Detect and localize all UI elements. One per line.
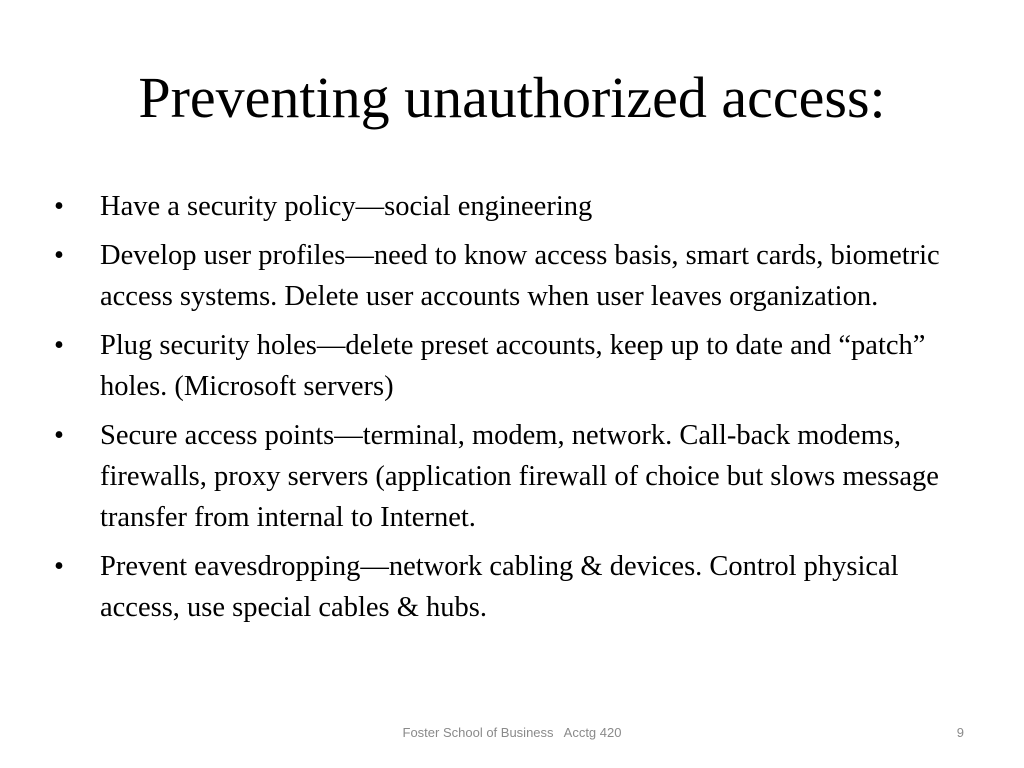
bullet-text: Prevent eavesdropping—network cabling & devices. Control physical access, use special cables & hubs. [100, 551, 899, 623]
bullet-item [54, 546, 954, 628]
page-number: 9 [956, 725, 964, 740]
bullet-text: Plug security holes—delete preset accounts, keep up to date and “patch” holes. (Microsoft servers) [100, 330, 926, 402]
bullet-icon: • [54, 240, 64, 271]
bullet-item [54, 186, 954, 227]
bullet-item [54, 415, 954, 538]
bullet-item [54, 325, 954, 407]
bullet-list [54, 186, 954, 636]
bullet-text: Develop user profiles—need to know access basis, smart cards, biometric access systems. Delete user accounts when user leaves organization. [100, 240, 940, 312]
bullet-icon: • [54, 551, 64, 582]
bullet-icon: • [54, 420, 64, 451]
bullet-text: Have a security policy—social engineering [100, 191, 593, 222]
slide-title: Preventing unauthorized access: [138, 65, 886, 130]
bullet-item [54, 235, 954, 317]
bullet-text: Secure access points—terminal, modem, network. Call-back modems, firewalls, proxy servers (application firewall of choice but slows message transfer from internal to Internet. [100, 420, 939, 533]
bullet-icon: • [54, 330, 64, 361]
slide-footer: Foster School of Business Acctg 420 [402, 725, 622, 740]
bullet-icon: • [54, 191, 64, 222]
